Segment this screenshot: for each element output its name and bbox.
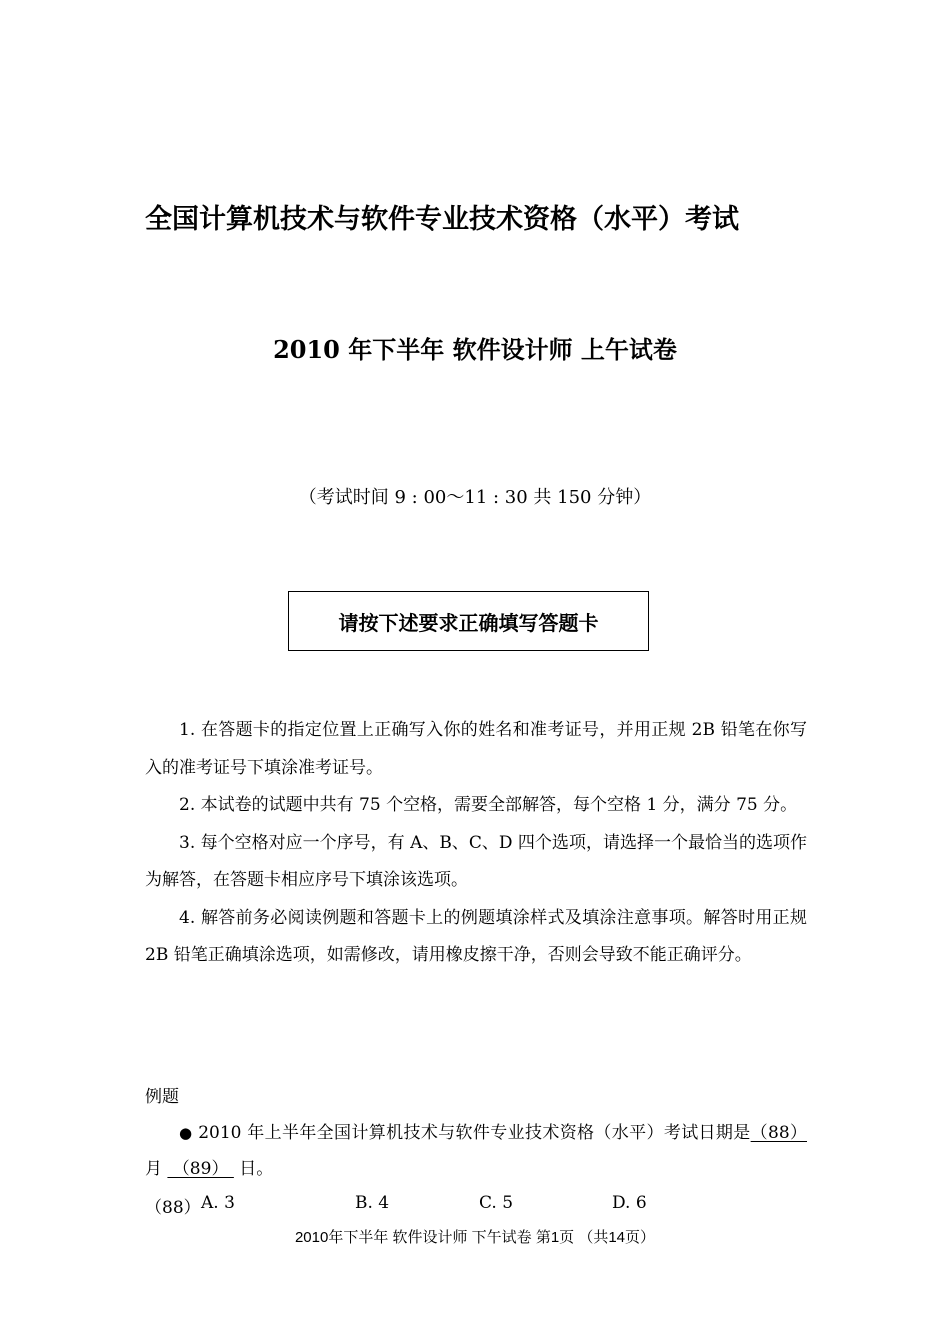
main-title: 全国计算机技术与软件专业技术资格（水平）考试 (145, 204, 739, 235)
option-d: D. 6 (612, 1193, 647, 1213)
question-text-3: 日。 (233, 1159, 274, 1179)
example-label: 例题 (145, 1087, 179, 1107)
sub-title: 2010 年下半年 软件设计师 上午试卷 (273, 335, 677, 364)
option-c: C. 5 (479, 1193, 514, 1213)
notice-box (288, 591, 649, 651)
blank-89: （89） (167, 1159, 234, 1179)
instruction-item: 2. 本试卷的试题中共有 75 个空格，需要全部解答，每个空格 1 分，满分 75 分。 (179, 795, 798, 815)
notice-text: 请按下述要求正确填写答题卡 (338, 610, 599, 635)
exam-time: （考试时间 9 : 00～11 : 30 共 150 分钟） (298, 487, 652, 508)
instruction-item: 4. 解答前务必阅读例题和答题卡上的例题填涂样式及填涂注意事项。解答时用正规 2B 铅笔正确填涂选项，如需修改，请用橡皮擦干净，否则会导致不能正确评分。 (145, 907, 807, 965)
instruction-item: 3. 每个空格对应一个序号，有 A、B、C、D 四个选项，请选择一个最恰当的选项作为解答，在答题卡相应序号下填涂该选项。 (145, 832, 807, 890)
option-a: A. 3 (201, 1193, 235, 1213)
question-text-1: 2010 年上半年全国计算机技术与软件专业技术资格（水平）考试日期是 (192, 1123, 751, 1143)
instructions (145, 712, 807, 975)
instruction-item: 1. 在答题卡的指定位置上正确写入你的姓名和准考证号，并用正规 2B 铅笔在你写入的准考证号下填涂准考证号。 (145, 720, 807, 778)
blank-88: （88） (750, 1123, 807, 1143)
options-prefix: （88） (145, 1198, 201, 1218)
example-question (145, 1115, 807, 1187)
page-footer: 2010年下半年 软件设计师 下午试卷 第1页 （共14页） (294, 1229, 656, 1246)
bullet-icon: ● (179, 1124, 193, 1142)
question-text-2: 月 (145, 1159, 168, 1179)
option-b: B. 4 (355, 1193, 390, 1213)
